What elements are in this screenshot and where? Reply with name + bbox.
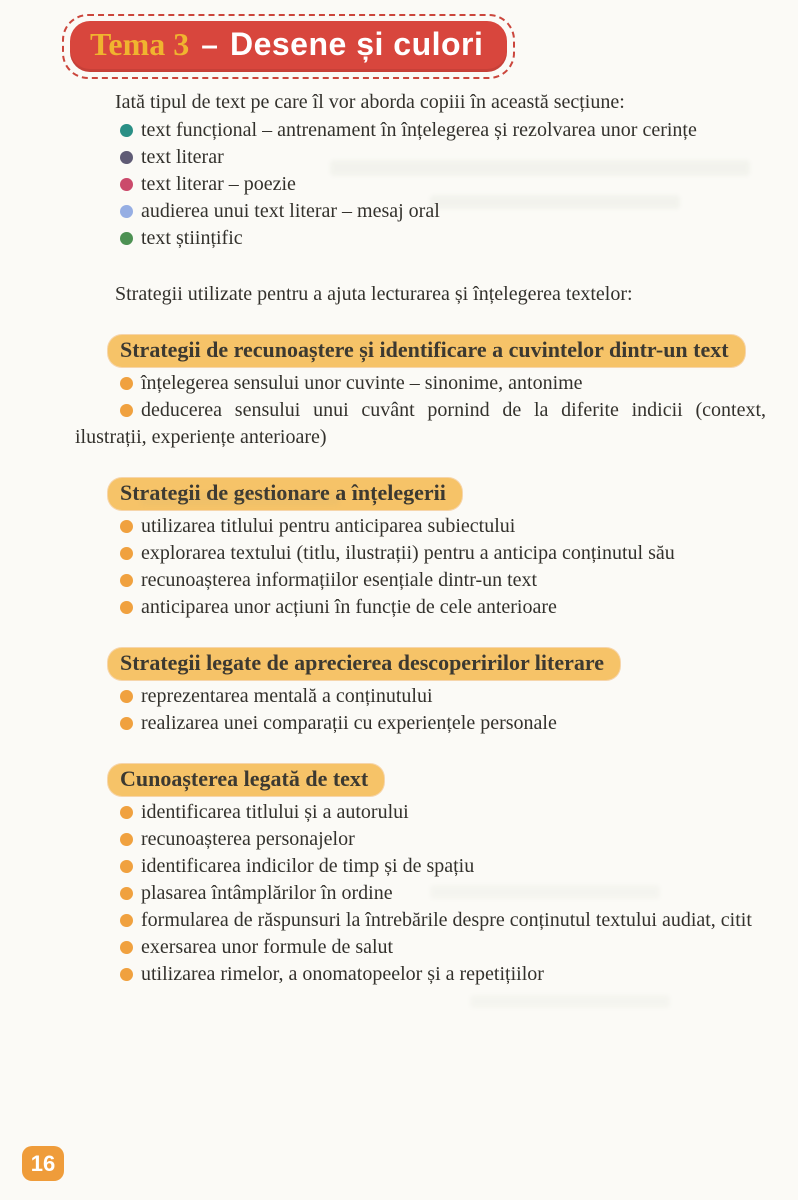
bullet-dot-icon bbox=[120, 601, 133, 614]
strategy-section bbox=[75, 478, 766, 621]
list-item-text: deducerea sensului unui cuvânt pornind de la diferite indicii (context, ilustrații, experiențe anterioare) bbox=[75, 399, 766, 448]
list-item bbox=[75, 540, 766, 567]
list-item-text: utilizarea titlului pentru anticiparea subiectului bbox=[141, 515, 516, 537]
theme-title-separator: – bbox=[201, 29, 218, 62]
strategies-intro-paragraph: Strategii utilizate pentru a ajuta lecturarea și înțelegerea textelor: bbox=[115, 283, 633, 305]
list-item-text: plasarea întâmplărilor în ordine bbox=[141, 882, 393, 904]
list-item bbox=[120, 144, 766, 171]
theme-title-banner bbox=[70, 21, 507, 72]
bullet-dot-icon bbox=[120, 520, 133, 533]
list-item bbox=[120, 198, 766, 225]
list-item bbox=[75, 934, 766, 961]
text-type-list bbox=[120, 117, 766, 252]
bullet-dot-icon bbox=[120, 833, 133, 846]
bullet-dot-icon bbox=[120, 205, 133, 218]
section-items bbox=[75, 370, 766, 451]
section-items bbox=[75, 513, 766, 621]
list-item-text: text funcțional – antrenament în înțelegerea și rezolvarea unor cerințe bbox=[141, 119, 697, 141]
list-item-text: realizarea unei comparații cu experiențele personale bbox=[141, 712, 557, 734]
list-item bbox=[75, 880, 766, 907]
section-items bbox=[75, 799, 766, 988]
list-item bbox=[75, 853, 766, 880]
list-item bbox=[75, 799, 766, 826]
list-item bbox=[75, 594, 766, 621]
list-item bbox=[75, 397, 766, 451]
section-items bbox=[75, 683, 766, 737]
theme-number-label: Tema 3 bbox=[90, 26, 190, 62]
list-item-text: identificarea titlului și a autorului bbox=[141, 801, 409, 823]
bullet-dot-icon bbox=[120, 151, 133, 164]
bullet-dot-icon bbox=[120, 574, 133, 587]
list-item bbox=[75, 907, 766, 934]
list-item bbox=[120, 225, 766, 252]
section-heading-highlight: Cunoașterea legată de text bbox=[108, 764, 384, 796]
list-item-text: anticiparea unor acțiuni în funcție de cele anterioare bbox=[141, 596, 557, 618]
section-heading-highlight: Strategii de gestionare a înțelegerii bbox=[108, 478, 462, 510]
list-item-text: exersarea unor formule de salut bbox=[141, 936, 394, 958]
list-item-text: înțelegerea sensului unor cuvinte – sinonime, antonime bbox=[141, 372, 583, 394]
bullet-dot-icon bbox=[120, 941, 133, 954]
list-item bbox=[75, 683, 766, 710]
list-item bbox=[75, 513, 766, 540]
list-item bbox=[120, 171, 766, 198]
bullet-dot-icon bbox=[120, 377, 133, 390]
list-item-text: utilizarea rimelor, a onomatopeelor și a repetițiilor bbox=[141, 963, 544, 985]
list-item-text: explorarea textului (titlu, ilustrații) pentru a anticipa conținutul său bbox=[141, 542, 675, 564]
bullet-dot-icon bbox=[120, 404, 133, 417]
bullet-dot-icon bbox=[120, 887, 133, 900]
list-item-text: text literar – poezie bbox=[141, 173, 296, 195]
bullet-dot-icon bbox=[120, 232, 133, 245]
list-item bbox=[120, 117, 766, 144]
page-number-badge: 16 bbox=[22, 1146, 64, 1181]
bullet-dot-icon bbox=[120, 806, 133, 819]
bullet-dot-icon bbox=[120, 178, 133, 191]
list-item-text: recunoașterea informațiilor esențiale dintr-un text bbox=[141, 569, 538, 591]
intro-paragraph: Iată tipul de text pe care îl vor aborda copiii în această secțiune: bbox=[115, 91, 625, 113]
bullet-dot-icon bbox=[120, 690, 133, 703]
section-heading-highlight: Strategii legate de aprecierea descoperirilor literare bbox=[108, 648, 620, 680]
bullet-dot-icon bbox=[120, 914, 133, 927]
bullet-dot-icon bbox=[120, 124, 133, 137]
list-item bbox=[75, 370, 766, 397]
bullet-dot-icon bbox=[120, 860, 133, 873]
list-item-text: recunoașterea personajelor bbox=[141, 828, 355, 850]
list-item-text: formularea de răspunsuri la întrebările despre conținutul textului audiat, citit bbox=[141, 909, 752, 931]
list-item-text: text științific bbox=[141, 227, 243, 249]
list-item-text: identificarea indicilor de timp și de spațiu bbox=[141, 855, 475, 877]
bullet-dot-icon bbox=[120, 717, 133, 730]
strategy-section bbox=[75, 764, 766, 988]
theme-title-dashed-frame bbox=[62, 14, 515, 79]
theme-title-text: Desene și culori bbox=[229, 26, 484, 62]
list-item-text: audierea unui text literar – mesaj oral bbox=[141, 200, 440, 222]
list-item bbox=[75, 567, 766, 594]
bullet-dot-icon bbox=[120, 968, 133, 981]
list-item-text: reprezentarea mentală a conținutului bbox=[141, 685, 433, 707]
list-item bbox=[75, 710, 766, 737]
section-heading-highlight: Strategii de recunoaștere și identificare a cuvintelor dintr-un text bbox=[108, 335, 745, 367]
bullet-dot-icon bbox=[120, 547, 133, 560]
page-content bbox=[75, 89, 766, 988]
list-item bbox=[75, 826, 766, 853]
list-item-text: text literar bbox=[141, 146, 224, 168]
scan-showthrough-smudge bbox=[470, 995, 670, 1008]
list-item bbox=[75, 961, 766, 988]
strategy-section bbox=[75, 335, 766, 451]
strategy-section bbox=[75, 648, 766, 737]
